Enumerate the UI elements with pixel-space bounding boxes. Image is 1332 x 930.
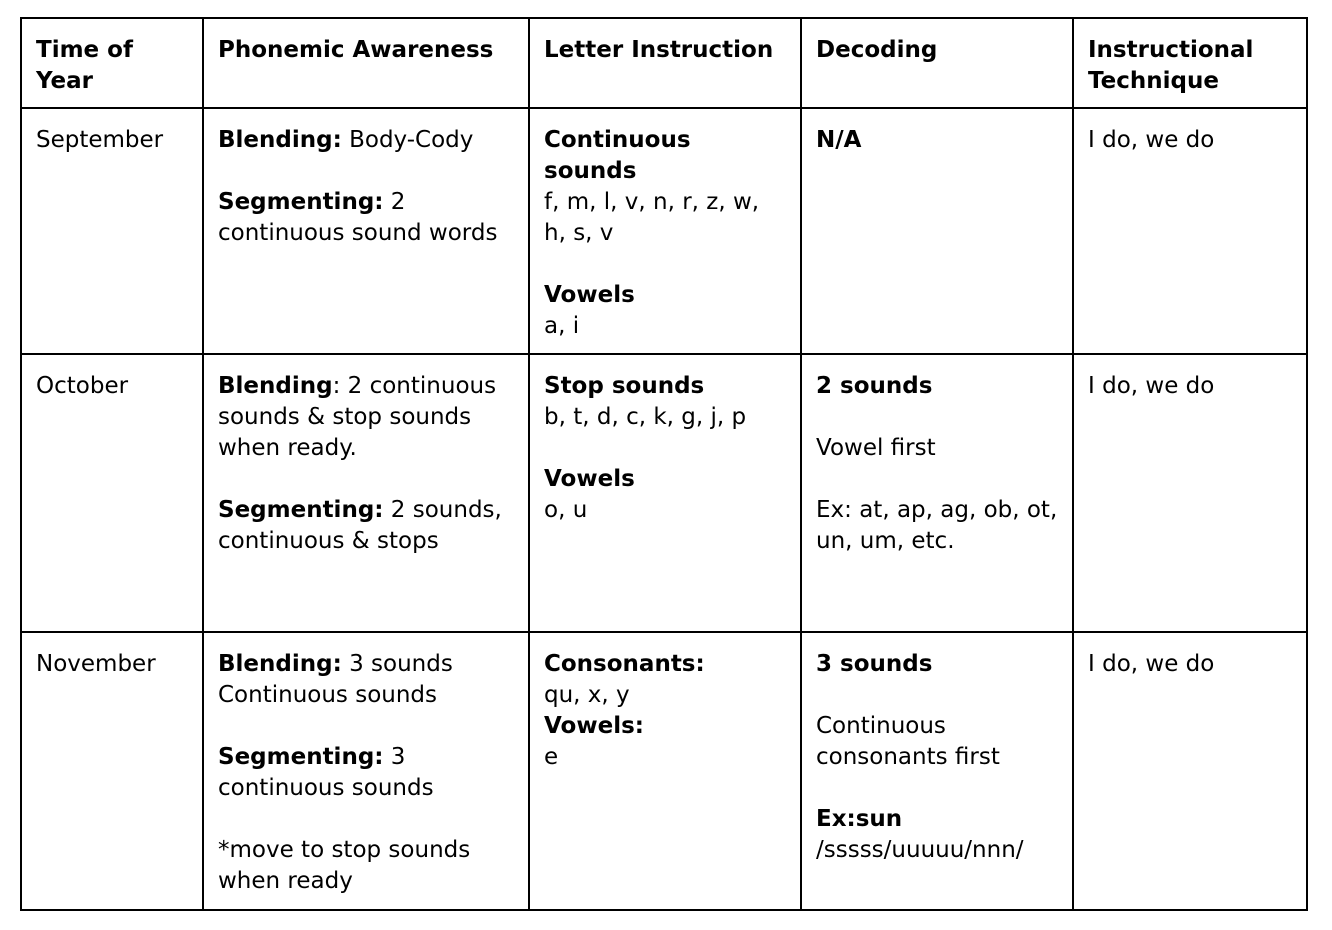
segmenting-label: Segmenting: bbox=[218, 744, 384, 770]
segmenting-label: Segmenting: bbox=[218, 189, 384, 215]
table-row bbox=[21, 632, 1307, 910]
blending-label: Blending: bbox=[218, 651, 342, 677]
table-row bbox=[21, 108, 1307, 354]
time-cell: October bbox=[21, 354, 203, 632]
letter-group-label: Consonants: bbox=[544, 651, 705, 677]
segmenting-text: 2 continuous sound words bbox=[218, 189, 498, 246]
decoding-line: Vowel first bbox=[816, 435, 936, 461]
decoding-title: 3 sounds bbox=[816, 651, 933, 677]
segmenting-line bbox=[218, 187, 515, 249]
technique-cell: I do, we do bbox=[1073, 632, 1307, 910]
decoding-cell bbox=[801, 108, 1073, 354]
time-cell: November bbox=[21, 632, 203, 910]
header-instructional-technique: Instructional Technique bbox=[1073, 18, 1307, 108]
letter-group-text: qu, x, y bbox=[544, 682, 630, 708]
blending-label: Blending bbox=[218, 373, 333, 399]
letter-cell bbox=[529, 108, 801, 354]
phonemic-cell bbox=[203, 632, 529, 910]
phonemic-cell bbox=[203, 354, 529, 632]
blending-line bbox=[218, 371, 515, 464]
decoding-title: 2 sounds bbox=[816, 373, 933, 399]
header-time-of-year: Time of Year bbox=[21, 18, 203, 108]
decoding-cell bbox=[801, 632, 1073, 910]
technique-cell: I do, we do bbox=[1073, 354, 1307, 632]
vowels-label: Vowels: bbox=[544, 713, 644, 739]
decoding-title: N/A bbox=[816, 127, 862, 153]
decoding-cell bbox=[801, 354, 1073, 632]
vowels-text: a, i bbox=[544, 313, 580, 339]
header-letter-instruction: Letter Instruction bbox=[529, 18, 801, 108]
phonemic-note: *move to stop sounds when ready bbox=[218, 837, 471, 894]
time-cell: September bbox=[21, 108, 203, 354]
letter-group-text: f, m, l, v, n, r, z, w, h, s, v bbox=[544, 189, 760, 246]
blending-text: Body-Cody bbox=[341, 127, 474, 153]
phonemic-cell bbox=[203, 108, 529, 354]
letter-group-label: Stop sounds bbox=[544, 373, 705, 399]
curriculum-table bbox=[20, 17, 1308, 911]
table-row bbox=[21, 354, 1307, 632]
letter-cell bbox=[529, 632, 801, 910]
blending-label: Blending: bbox=[218, 127, 342, 153]
blending-text: : 2 continuous sounds & stop sounds when ready. bbox=[218, 373, 497, 461]
letter-cell bbox=[529, 354, 801, 632]
header-row bbox=[21, 18, 1307, 108]
technique-cell: I do, we do bbox=[1073, 108, 1307, 354]
segmenting-text: 2 sounds, continuous & stops bbox=[218, 497, 502, 554]
header-phonemic-awareness: Phonemic Awareness bbox=[203, 18, 529, 108]
blending-line bbox=[218, 649, 515, 711]
vowels-text: e bbox=[544, 744, 559, 770]
blending-line bbox=[218, 125, 515, 156]
segmenting-label: Segmenting: bbox=[218, 497, 384, 523]
segmenting-line bbox=[218, 742, 515, 804]
blending-text: 3 sounds Continuous sounds bbox=[218, 651, 453, 708]
vowels-label: Vowels bbox=[544, 466, 635, 492]
vowels-text: o, u bbox=[544, 497, 588, 523]
vowels-label: Vowels bbox=[544, 282, 635, 308]
header-decoding: Decoding bbox=[801, 18, 1073, 108]
segmenting-line bbox=[218, 495, 515, 557]
decoding-example: Ex: at, ap, ag, ob, ot, un, um, etc. bbox=[816, 497, 1058, 554]
letter-group-text: b, t, d, c, k, g, j, p bbox=[544, 404, 747, 430]
decoding-example: /sssss/uuuuu/nnn/ bbox=[816, 837, 1024, 863]
segmenting-text: 3 continuous sounds bbox=[218, 744, 434, 801]
decoding-line: Continuous consonants first bbox=[816, 713, 1000, 770]
decoding-example-label: Ex:sun bbox=[816, 806, 903, 832]
letter-group-label: Continuous sounds bbox=[544, 127, 691, 184]
